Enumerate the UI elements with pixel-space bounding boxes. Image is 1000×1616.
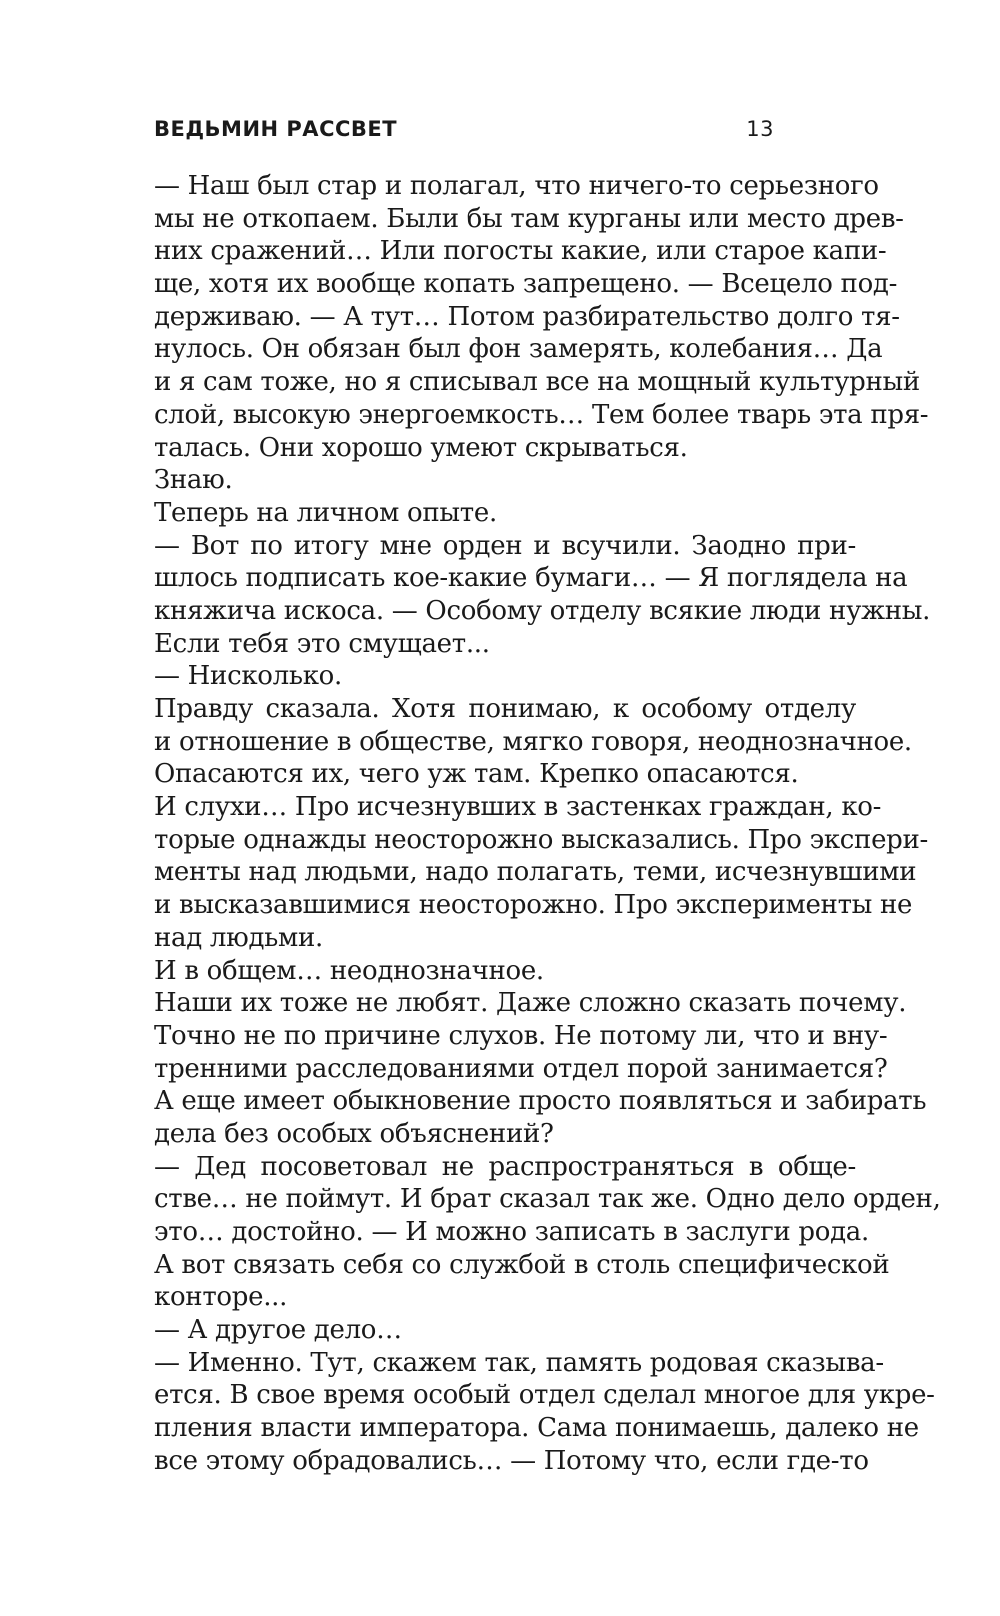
text-line: и я сам тоже, но я списывал все на мощный культурный bbox=[154, 367, 920, 398]
text-line: ется. В свое время особый отдел сделал многое для укре- bbox=[154, 1380, 935, 1411]
text-line: талась. Они хорошо умеют скрываться. bbox=[154, 432, 688, 463]
text-line: Теперь на личном опыте. bbox=[154, 497, 497, 528]
running-head bbox=[154, 117, 774, 151]
text-line: — Нисколько. bbox=[154, 661, 342, 692]
text-line: и высказавшимися неосторожно. Про эксперименты не bbox=[154, 890, 913, 921]
text-line: княжича искоса. — Особому отделу всякие люди нужны. bbox=[154, 595, 931, 626]
body-text bbox=[154, 170, 941, 1478]
text-line: — Вот по итогу мне орден и всучили. Заодно при- bbox=[154, 530, 856, 561]
text-line: и отношение в обществе, мягко говоря, неоднозначное. bbox=[154, 726, 912, 757]
text-line: стве… не поймут. И брат сказал так же. Одно дело орден, bbox=[154, 1184, 941, 1215]
page-number: 13 bbox=[746, 117, 774, 141]
text-line: дела без особых объяснений? bbox=[154, 1118, 554, 1149]
text-line: А вот связать себя со службой в столь специфической bbox=[154, 1249, 890, 1280]
text-line: пления власти императора. Сама понимаешь, далеко не bbox=[154, 1413, 919, 1444]
text-line: — Дед посоветовал не распространяться в обще- bbox=[154, 1151, 856, 1182]
text-line: них сражений… Или погосты какие, или старое капи- bbox=[154, 236, 887, 267]
text-line: Знаю. bbox=[154, 465, 233, 496]
text-line: Точно не по причине слухов. Не потому ли, что и вну- bbox=[154, 1020, 888, 1051]
text-line: конторе... bbox=[154, 1282, 288, 1313]
text-line: И слухи… Про исчезнувших в застенках граждан, ко- bbox=[154, 792, 882, 823]
text-line: И в общем… неоднозначное. bbox=[154, 955, 544, 986]
text-line: — Именно. Тут, скажем так, память родовая сказыва- bbox=[154, 1347, 884, 1378]
text-line: — Наш был стар и полагал, что ничего-то серьезного bbox=[154, 171, 879, 201]
text-line: Опасаются их, чего уж там. Крепко опасаются. bbox=[154, 759, 799, 790]
book-title: ВЕДЬМИН РАССВЕТ bbox=[154, 117, 398, 141]
text-line: торые однажды неосторожно высказались. Про экспери- bbox=[154, 824, 929, 855]
text-line: над людьми. bbox=[154, 922, 323, 953]
text-line: Наши их тоже не любят. Даже сложно сказать почему. bbox=[154, 988, 907, 1019]
text-line: это… достойно. — И можно записать в заслуги рода. bbox=[154, 1217, 869, 1247]
text-line: — А другое дело… bbox=[154, 1315, 402, 1346]
text-line: шлось подписать кое-какие бумаги… — Я поглядела на bbox=[154, 563, 908, 594]
text-line: Если тебя это смущает... bbox=[154, 628, 490, 659]
text-line: все этому обрадовались… — Потому что, если где-то bbox=[154, 1445, 869, 1476]
text-line: держиваю. — А тут… Потом разбирательство долго тя- bbox=[154, 301, 900, 332]
text-line: ще, хотя их вообще копать запрещено. — Всецело под- bbox=[154, 269, 898, 300]
text-line: слой, высокую энергоемкость… Тем более тварь эта пря- bbox=[154, 399, 929, 430]
text-line: А еще имеет обыкновение просто появляться и забирать bbox=[154, 1086, 927, 1117]
text-line: менты над людьми, надо полагать, теми, исчезнувшими bbox=[154, 857, 917, 888]
text-line: тренними расследованиями отдел порой занимается? bbox=[154, 1053, 888, 1084]
text-line: мы не откопаем. Были бы там курганы или место древ- bbox=[154, 203, 904, 234]
text-line: Правду сказала. Хотя понимаю, к особому отделу bbox=[154, 694, 856, 724]
text-line: нулось. Он обязан был фон замерять, колебания… Да bbox=[154, 334, 883, 365]
